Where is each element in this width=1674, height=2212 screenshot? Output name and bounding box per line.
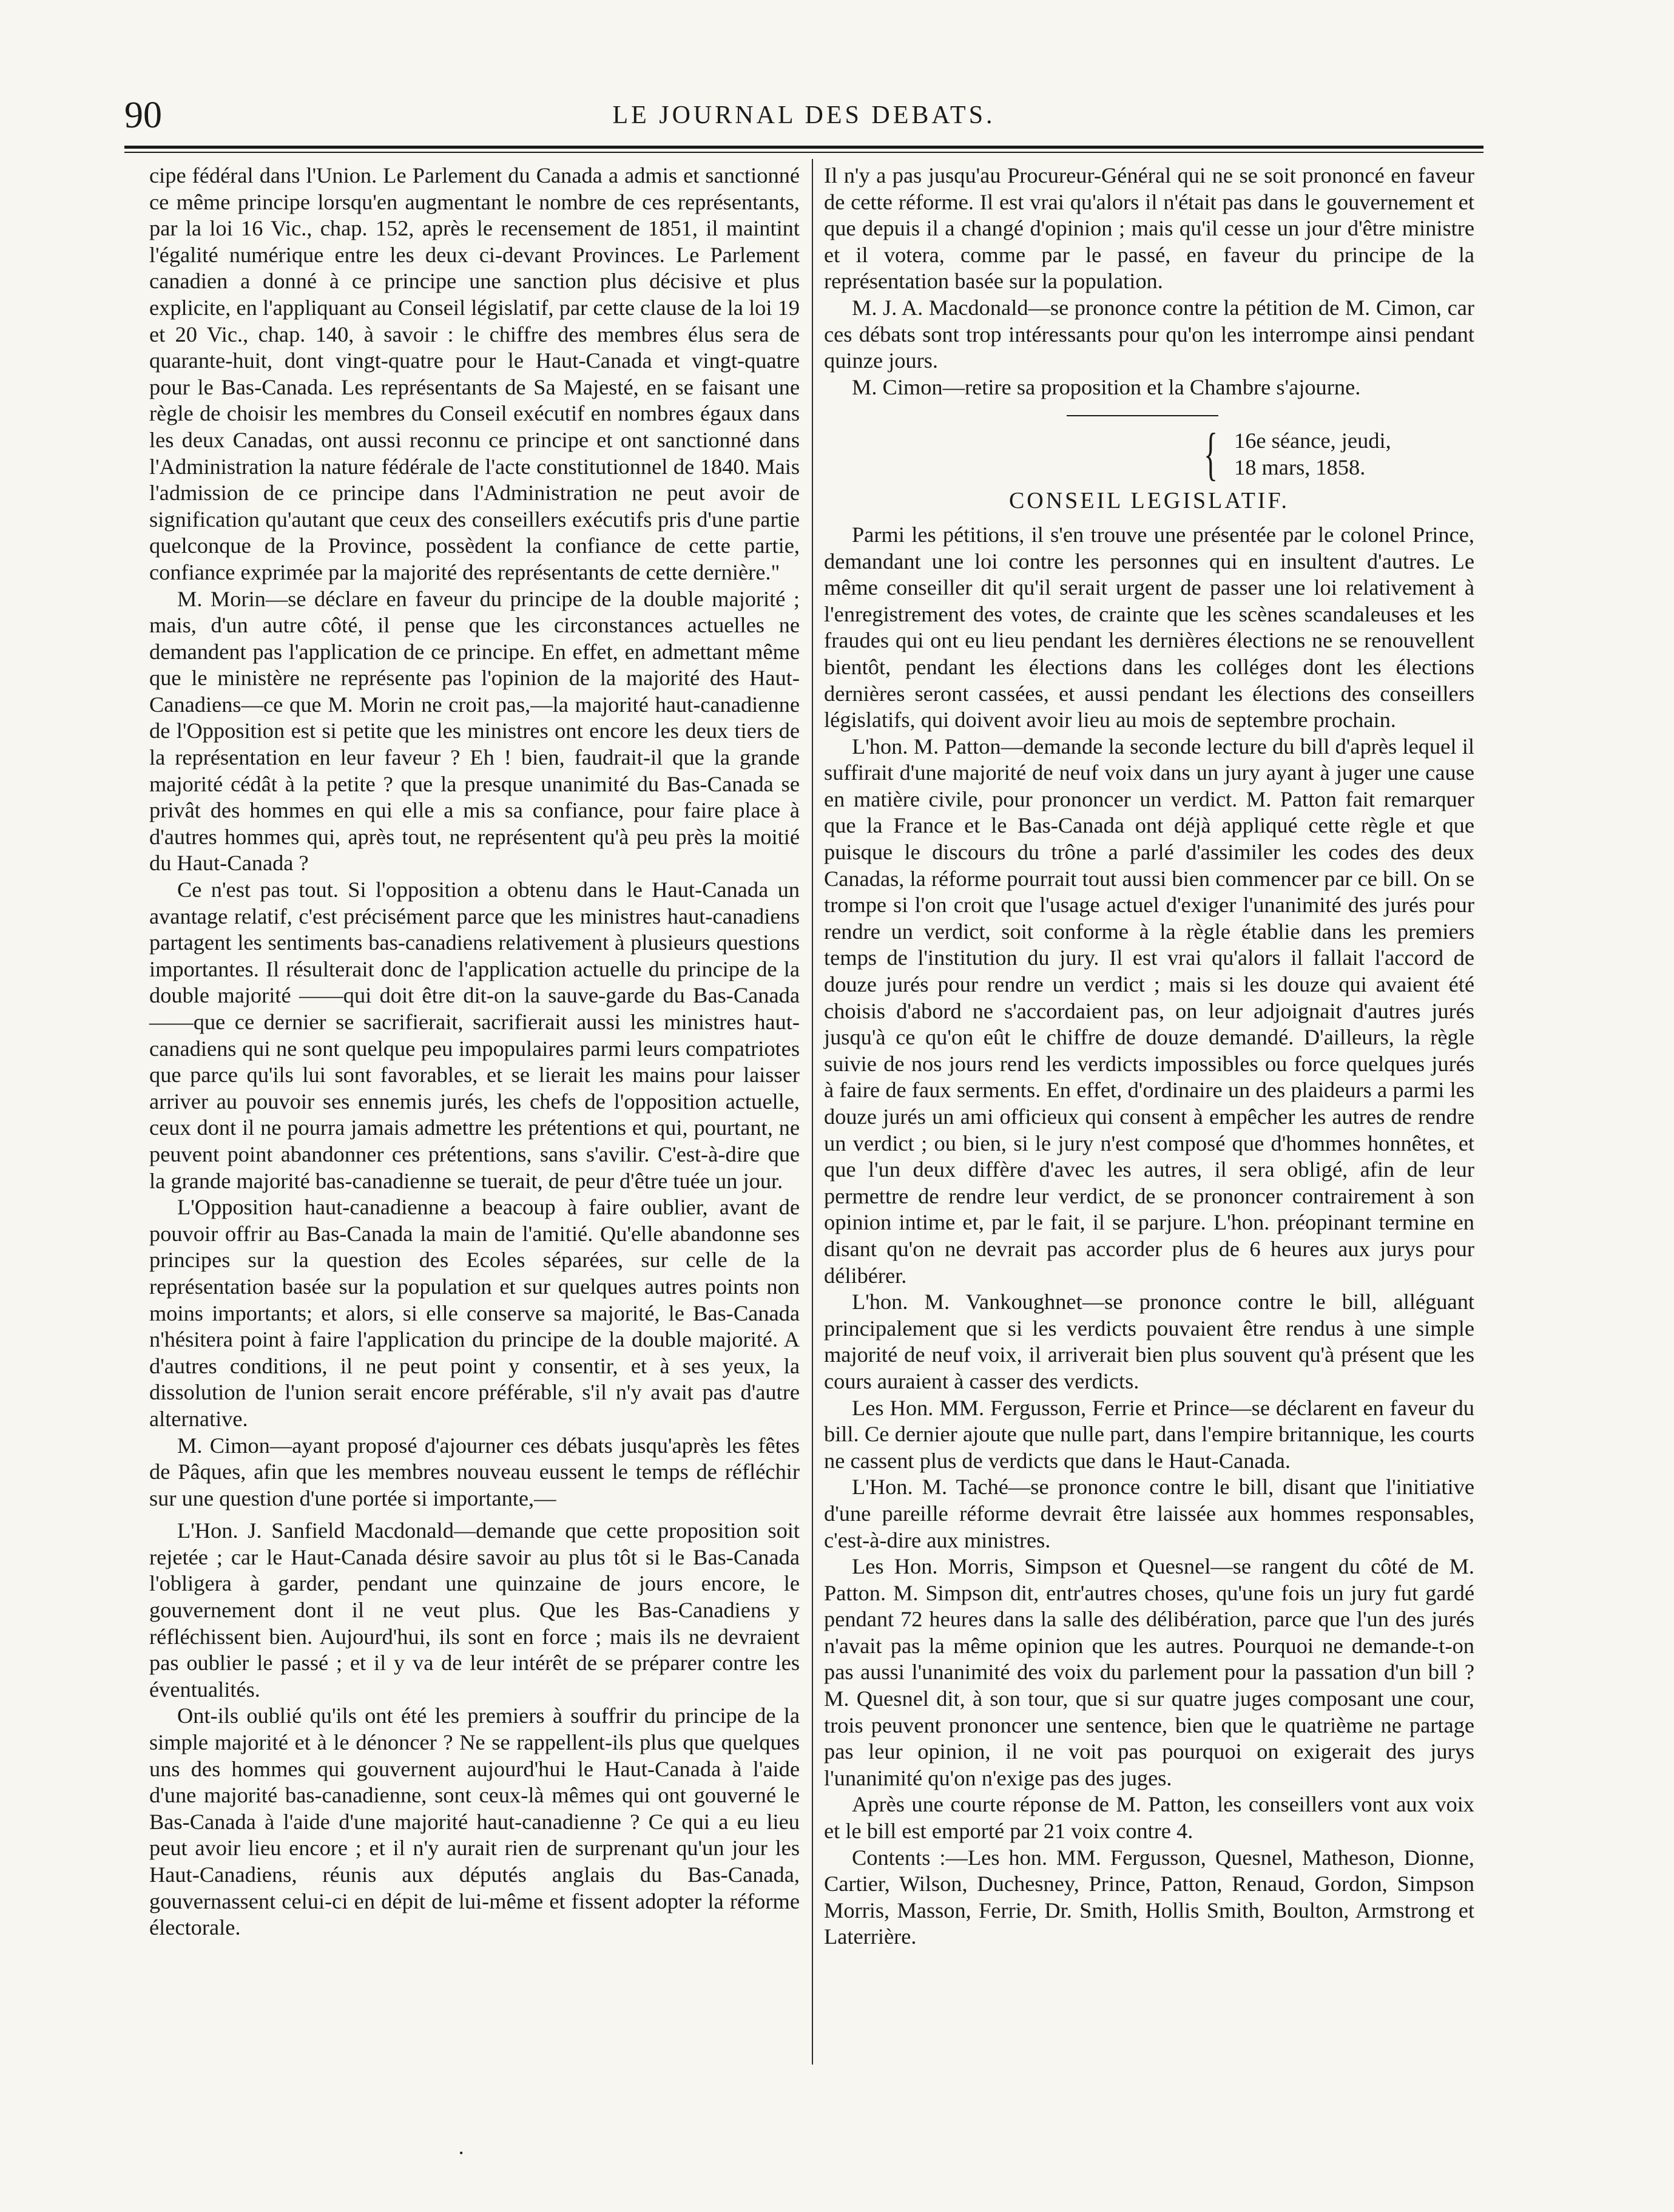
section-heading: CONSEIL LEGISLATIF. bbox=[1008, 488, 1290, 514]
brace-mark: { bbox=[1204, 421, 1218, 487]
section-rule bbox=[1067, 415, 1218, 416]
print-dot: • bbox=[459, 2147, 464, 2159]
session-line: 18 mars, 1858. bbox=[1234, 455, 1366, 480]
left-column bbox=[149, 163, 800, 1941]
header-rule bbox=[124, 146, 1483, 149]
header-rule-thin bbox=[124, 152, 1483, 153]
paragraph: M. Cimon—retire sa proposition et la Chambre s'ajourne. bbox=[852, 374, 1361, 399]
paragraph: M. Morin—se déclare en faveur du principe de la double majorité ; mais, d'un autre côté, il pense que les circonstances actuelles ne demandent pas l'application de ce principe. En effet, en admettant même que le ministère ne représente pas l'opinion de la majorité des Haut-Canadiens—ce que M. Morin ne croit pas,—la majorité haut-canadienne de l'Opposition est si petite que les ministres ont encore les deux tiers de la représentation en leur faveur ? Eh ! bien, faudrait-il que la grande majorité cédât à la petite ? que la presque unanimité du Bas-Canada se privât des hommes en qui elle a mis sa confiance, pour faire place à d'autres hommes qui, après tout, ne représentent qu'à peu près la moitié du Haut-Canada ? bbox=[149, 586, 800, 876]
paragraph: M. J. A. Macdonald—se prononce contre la pétition de M. Cimon, car ces débats sont trop intéressants pour qu'on les interrompe ainsi pendant quinze jours. bbox=[824, 295, 1474, 373]
paragraph: L'hon. M. Patton—demande la seconde lecture du bill d'après lequel il suffirait d'une majorité de neuf voix dans un jury ayant à juger une cause en matière civile, pour prononcer un verdict. M. Patton fait remarquer que la France et le Bas-Canada ont déjà appliqué cette règle et que puisque le discours du trône a parlé d'assimiler les codes des deux Canadas, la réforme pourrait tout aussi bien commencer par ce bill. On se trompe si l'on croit que l'usage actuel d'exiger l'unanimité des jurés pour rendre un verdict, soit conforme à la règle établie dans les premiers temps de l'institution du jury. Il est vrai qu'alors il fallait l'accord de douze jurés pour rendre un verdict ; mais si les douze qui avaient été choisis d'abord ne s'accordaient pas, on leur adjoignait d'autres jurés jusqu'à ce qu'on eût le chiffre de douze demandé. D'ailleurs, la règle suivie de nos jours rend les verdicts impossibles ou force quelques jurés à faire de faux serments. En effet, d'ordinaire un des plaideurs a parmi les douze jurés un ami officieux qui consent à empêcher les autres de rendre un verdict ; ou bien, si le jury n'est composé que d'hommes honnêtes, et que l'un deux diffère d'avec les autres, il sera obligé, afin de leur permettre de rendre leur verdict, de se prononcer contrairement à son opinion intime et, par le fait, il se parjure. L'hon. préopinant termine en disant qu'on ne devrait pas accorder plus de 6 heures aux jurys pour délibérer. bbox=[824, 734, 1474, 1288]
paragraph: cipe fédéral dans l'Union. Le Parlement du Canada a admis et sanctionné ce même principe lorsqu'en augmentant le nombre de ces représentants, par la loi 16 Vic., chap. 152, après le recensement de 1851, il maintint l'égalité numérique entre les deux ci-devant Provinces. Le Parlement canadien a donné à ce principe une sanction plus décisive et plus explicite, en l'appliquant au Conseil législatif, par cette clause de la loi 19 et 20 Vic., chap. 140, à savoir : le chiffre des membres élus sera de quarante-huit, dont vingt-quatre pour le Haut-Canada et vingt-quatre pour le Bas-Canada. Les représentants de Sa Majesté, en se faisant une règle de choisir les membres du Conseil exécutif en nombres égaux dans les deux Canadas, ont aussi reconnu ce principe et ont sanctionné dans l'Administration la nature fédérale de l'acte constitutionnel de 1840. Mais l'admission de ce principe dans l'Administration ne peut avoir de signification qu'autant que ceux des conseillers exécutifs pris d'une partie quelconque de la Province, possèdent la confiance de cette partie, confiance exprimée par la majorité des représentants de cette dernière." bbox=[149, 163, 800, 584]
paragraph: Il n'y a pas jusqu'au Procureur-Général qui ne se soit prononcé en faveur de cette réforme. Il est vrai qu'alors il n'était pas dans le gouvernement et que depuis il a changé d'opinion ; mais qu'il cesse un jour d'être ministre et il votera, comme par le passé, en faveur du principe de la représentation basée sur la population. bbox=[824, 163, 1474, 294]
journal-title: LE JOURNAL DES DEBATS. bbox=[612, 101, 996, 129]
paragraph: L'Opposition haut-canadienne a beacoup à faire oublier, avant de pouvoir offrir au Bas-Canada la main de l'amitié. Qu'elle abandonne ses principes sur la question des Ecoles séparées, sur celle de la représentation basée sur la population et sur quelques autres points non moins importants; et alors, si elle conserve sa majorité, le Bas-Canada n'hésitera point à faire l'application du principe de la double majorité. A d'autres conditions, il ne peut point y consentir, et à ses yeux, la dissolution de l'union serait encore préférable, s'il n'y avait pas d'autre alternative. bbox=[149, 1195, 800, 1431]
paragraph: Les Hon. MM. Fergusson, Ferrie et Prince—se déclarent en faveur du bill. Ce dernier ajoute que nulle part, dans l'empire britannique, les courts ne cassent plus de verdicts que dans le Haut-Canada. bbox=[824, 1395, 1474, 1473]
running-header bbox=[124, 91, 1483, 140]
right-column bbox=[824, 163, 1474, 1950]
paragraph: L'Hon. M. Taché—se prononce contre le bill, disant que l'initiative d'une pareille réforme devrait être laissée aux hommes responsables, c'est-à-dire aux ministres. bbox=[824, 1475, 1474, 1552]
paragraph: Parmi les pétitions, il s'en trouve une présentée par le colonel Prince, demandant une loi contre les personnes qui en insultent d'autres. Le même conseiller dit qu'il serait urgent de passer une loi relativement à l'enregistrement des votes, de crainte que les scènes scandaleuses et les fraudes qui ont eu lieu pendant les dernières élections ne se renouvellent bientôt, pendant les élections dans les colléges dont les élections dernières seront cassées, et aussi pendant les élections des conseillers législatifs, qui doivent avoir lieu au mois de septembre prochain. bbox=[824, 522, 1474, 732]
paragraph: Ce n'est pas tout. Si l'opposition a obtenu dans le Haut-Canada un avantage relatif, c'est précisément parce que les ministres haut-canadiens partagent les sentiments bas-canadiens relativement à plusieurs questions importantes. Il résulterait donc de l'application actuelle du principe de la double majorité ——qui doit être dit-on la sauve-garde du Bas-Canada——que ce dernier se sacrifierait, sacrifierait aussi les ministres haut-canadiens qui ne sont quelque peu impopulaires parmi leurs compatriotes que parce qu'ils lui sont favorables, et se lierait les mains pour laisser arriver au pouvoir ses ennemis jurés, les chefs de l'opposition actuelle, ceux dont il ne pourra jamais admettre les prétentions et qui, pourtant, ne peuvent point abandonner ces prétentions, sans s'avilir. C'est-à-dire que la grande majorité bas-canadienne se tuerait, de peur d'être tuée un jour. bbox=[149, 878, 800, 1193]
paragraph: Ont-ils oublié qu'ils ont été les premiers à souffrir du principe de la simple majorité et à le dénoncer ? Ne se rappellent-ils plus que quelques uns des hommes qui gouvernent aujourd'hui le Haut-Canada à l'aide d'une majorité bas-canadienne, sont ceux-là mêmes qui ont gouverné le Bas-Canada à l'aide d'une majorité haut-canadienne ? Ce qui a eu lieu peut avoir lieu encore ; et il n'y aurait rien de surprenant qu'un jour les Haut-Canadiens, réunis aux députés anglais du Bas-Canada, gouvernassent celui-ci en dépit de lui-même et fissent adopter la réforme électorale. bbox=[149, 1703, 800, 1940]
column-divider bbox=[812, 159, 813, 2065]
paragraph: M. Cimon—ayant proposé d'ajourner ces débats jusqu'après les fêtes de Pâques, afin que les membres nouveau eussent le temps de réfléchir sur une question d'une portée si importante,— bbox=[149, 1433, 800, 1510]
paragraph: L'Hon. J. Sanfield Macdonald—demande que cette proposition soit rejetée ; car le Haut-Canada désire savoir au plus tôt si le Bas-Canada l'obligera à garder, pendant une quinzaine de jours encore, le gouvernement dont il ne veut plus. Que les Bas-Canadiens y réfléchissent bien. Aujourd'hui, ils sont en force ; mais ils ne devraient pas oublier le passé ; et il y va de leur intérêt de se préparer contre les éventualités. bbox=[149, 1518, 800, 1702]
session-line: 16e séance, jeudi, bbox=[1234, 428, 1391, 453]
paragraph: L'hon. M. Vankoughnet—se prononce contre le bill, alléguant principalement que si les verdicts pouvaient être rendus à une simple majorité de neuf voix, il arriverait bien plus souvent qu'à présent que les cours auraient à casser des verdicts. bbox=[824, 1290, 1474, 1393]
paragraph: Les Hon. Morris, Simpson et Quesnel—se rangent du côté de M. Patton. M. Simpson dit, entr'autres choses, qu'une fois un jury fut gardé pendant 72 heures dans la salle des délibération, parce que l'un des jurés n'avait pas la même opinion que les autres. Pourquoi ne demande-t-on pas aussi l'unanimité des voix du parlement pour la passation d'un bill ? M. Quesnel dit, à son tour, que si sur quatre juges composant une cour, trois peuvent prononcer une sentence, bien que le quatrième ne partage pas leur opinion, il ne voit pas pourquoi on exigerait des jurys l'unanimité qu'on n'exige pas des juges. bbox=[824, 1554, 1474, 1790]
paragraph: Contents :—Les hon. MM. Fergusson, Quesnel, Matheson, Dionne, Cartier, Wilson, Duchesney, Prince, Patton, Renaud, Gordon, Simpson Morris, Masson, Ferrie, Dr. Smith, Hollis Smith, Boulton, Armstrong et Laterrière. bbox=[824, 1845, 1474, 1949]
paragraph: Après une courte réponse de M. Patton, les conseillers vont aux voix et le bill est emporté par 21 voix contre 4. bbox=[824, 1792, 1474, 1844]
session-date bbox=[824, 421, 1474, 487]
page-number: 90 bbox=[124, 95, 162, 136]
